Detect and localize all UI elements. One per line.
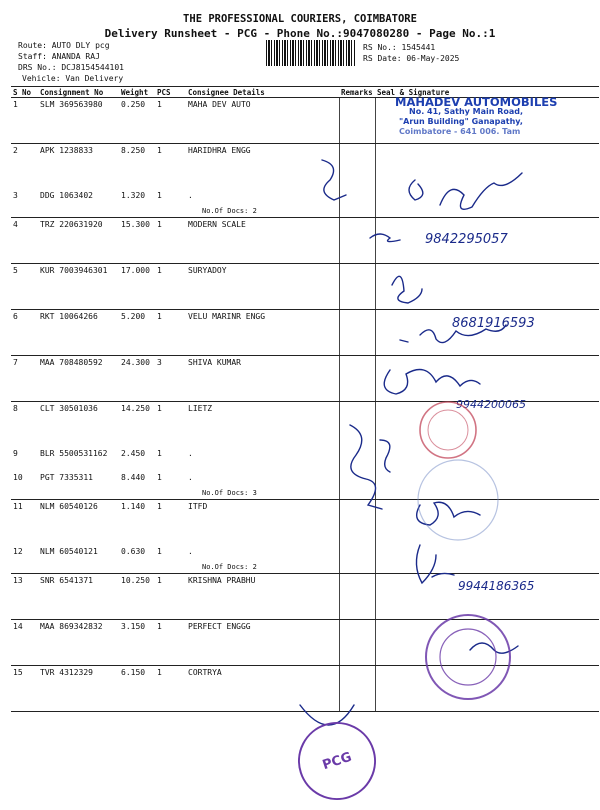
consignee-cell-text: SHIVA KUMAR (188, 358, 241, 367)
pcs-cell-text: 1 (157, 146, 162, 155)
signature-cell (375, 402, 599, 448)
sno-cell-text: 6 (13, 312, 18, 321)
sno-cell (11, 447, 38, 471)
rs-date: RS Date: 06-May-2025 (363, 54, 460, 63)
signature-cell (375, 189, 599, 218)
table-row (11, 620, 599, 666)
remarks-cell (339, 447, 375, 471)
weight-cell (119, 447, 155, 471)
consignment-cell-text: NLM 60540126 (40, 502, 98, 511)
consignee-cell (186, 189, 339, 218)
weight-cell (119, 356, 155, 402)
weight-cell-text: 3.150 (121, 622, 146, 631)
consignment-cell (38, 500, 119, 546)
sno-cell-text: 15 (13, 668, 23, 677)
signature-cell (375, 545, 599, 574)
consignment-cell-text: RKT 10064266 (40, 312, 98, 321)
pcs-cell-text: 1 (157, 473, 162, 482)
weight-cell (119, 620, 155, 666)
weight-cell-text: 10.250 (121, 576, 150, 585)
consignment-cell-text: DDG 1063402 (40, 191, 93, 200)
weight-cell (119, 189, 155, 218)
sno-cell-text: 9 (13, 449, 18, 458)
weight-cell-text: 5.200 (121, 312, 146, 321)
consignment-cell-text: APK 1238833 (40, 146, 93, 155)
consignment-cell (38, 218, 119, 264)
col-pcs: PCS (155, 87, 186, 98)
weight-cell (119, 500, 155, 546)
signature-cell (375, 471, 599, 500)
pcs-cell-text: 3 (157, 358, 162, 367)
consignee-cell-text: PERFECT ENGGG (188, 622, 251, 631)
remarks-cell (339, 356, 375, 402)
consignee-cell (186, 310, 339, 356)
sno-cell-text: 3 (13, 191, 18, 200)
pcs-cell-text: 1 (157, 191, 162, 200)
barcode (266, 40, 356, 66)
consignment-cell (38, 310, 119, 356)
signature-cell (375, 620, 599, 666)
handwritten-phone-row13: 9944186365 (458, 579, 535, 593)
weight-cell-text: 2.450 (121, 449, 146, 458)
table-row (11, 574, 599, 620)
signature-cell (375, 447, 599, 471)
pcs-cell-text: 1 (157, 576, 162, 585)
signature-cell (375, 218, 599, 264)
consignee-cell-text: . (188, 547, 193, 556)
sno-cell (11, 471, 38, 500)
consignment-cell-text: CLT 30501036 (40, 404, 98, 413)
sno-cell-text: 11 (13, 502, 23, 511)
runsheet-table (11, 86, 599, 712)
weight-cell-text: 0.630 (121, 547, 146, 556)
pcs-cell-text: 1 (157, 547, 162, 556)
signature-cell (375, 574, 599, 620)
signature-cell (375, 356, 599, 402)
sno-cell (11, 98, 38, 144)
drs-info: DRS No.: DCJ8154544101 (18, 63, 124, 72)
remarks-cell (339, 310, 375, 356)
consignment-cell (38, 356, 119, 402)
consignment-cell (38, 545, 119, 574)
weight-cell (119, 666, 155, 712)
sno-cell-text: 13 (13, 576, 23, 585)
consignee-cell (186, 98, 339, 144)
pcs-cell-text: 1 (157, 668, 162, 677)
runsheet-subtitle: Delivery Runsheet - PCG - Phone No.:9047080280 - Page No.:1 (104, 27, 496, 40)
pcs-cell-text: 1 (157, 312, 162, 321)
sno-cell-text: 1 (13, 100, 18, 109)
remarks-cell (339, 500, 375, 546)
weight-cell-text: 1.140 (121, 502, 146, 511)
consignment-cell (38, 98, 119, 144)
consignee-cell-text: . (188, 449, 193, 458)
sno-cell (11, 189, 38, 218)
pcs-cell (155, 310, 186, 356)
docs-count: No.Of Docs: 2 (202, 563, 257, 571)
remarks-cell (339, 545, 375, 574)
route-info: Route: AUTO DLY pcg (18, 41, 110, 50)
weight-cell-text: 0.250 (121, 100, 146, 109)
pcs-cell (155, 620, 186, 666)
consignee-cell (186, 447, 339, 471)
consignee-cell (186, 402, 339, 448)
weight-cell (119, 218, 155, 264)
consignee-cell-text: . (188, 191, 193, 200)
weight-cell (119, 402, 155, 448)
consignment-cell (38, 144, 119, 190)
remarks-cell (339, 574, 375, 620)
consignee-cell-text: LIETZ (188, 404, 213, 413)
consignee-cell (186, 264, 339, 310)
rs-number: RS No.: 1545441 (363, 43, 436, 52)
mahadev-stamp (395, 97, 565, 137)
consignee-cell-text: ITFD (188, 502, 208, 511)
sno-cell-text: 8 (13, 404, 18, 413)
vehicle-info: Vehicle: Van Delivery (22, 74, 124, 83)
signature-cell (375, 144, 599, 190)
consignee-cell-text: MODERN SCALE (188, 220, 246, 229)
stamp-line-2: No. 41, Sathy Main Road, (409, 107, 524, 116)
consignee-cell (186, 666, 339, 712)
consignment-cell (38, 620, 119, 666)
consignment-cell-text: MAA 708480592 (40, 358, 103, 367)
table-row (11, 189, 599, 218)
remarks-cell (339, 620, 375, 666)
sno-cell-text: 5 (13, 266, 18, 275)
handwritten-phone-row7: 9944200065 (456, 398, 526, 411)
sno-cell-text: 10 (13, 473, 23, 482)
remarks-cell (339, 402, 375, 448)
sno-cell-text: 12 (13, 547, 23, 556)
weight-cell-text: 14.250 (121, 404, 150, 413)
consignment-cell (38, 447, 119, 471)
stamp-line-3: "Arun Building" Ganapathy, (399, 117, 523, 126)
pcs-cell (155, 356, 186, 402)
consignee-cell-text: VELU MARINR ENGG (188, 312, 266, 321)
weight-cell (119, 545, 155, 574)
weight-cell-text: 1.320 (121, 191, 146, 200)
pcs-cell (155, 447, 186, 471)
stamp-line-1: MAHADEV AUTOMOBILES (395, 95, 558, 109)
consignee-cell (186, 471, 339, 500)
consignee-cell-text: MAHA DEV AUTO (188, 100, 251, 109)
pcs-cell-text: 1 (157, 100, 162, 109)
consignment-cell (38, 471, 119, 500)
pcs-cell (155, 471, 186, 500)
weight-cell (119, 471, 155, 500)
remarks-cell (339, 471, 375, 500)
col-signature: Seal & Signature (375, 87, 599, 98)
pcs-cell (155, 574, 186, 620)
sno-cell (11, 264, 38, 310)
consignment-cell (38, 402, 119, 448)
signature-cell (375, 666, 599, 712)
weight-cell-text: 17.000 (121, 266, 150, 275)
consignment-cell-text: SLM 369563980 (40, 100, 103, 109)
col-remarks: Remarks (339, 87, 375, 98)
remarks-cell (339, 264, 375, 310)
table-row (11, 310, 599, 356)
table-row (11, 666, 599, 712)
consignee-cell (186, 144, 339, 190)
consignment-cell-text: MAA 869342832 (40, 622, 103, 631)
consignee-cell (186, 620, 339, 666)
sno-cell-text: 2 (13, 146, 18, 155)
sno-cell-text: 7 (13, 358, 18, 367)
consignee-cell-text: HARIDHRA ENGG (188, 146, 251, 155)
remarks-cell (339, 218, 375, 264)
sno-cell (11, 144, 38, 190)
table-row (11, 545, 599, 574)
pcs-cell-text: 1 (157, 449, 162, 458)
weight-cell (119, 310, 155, 356)
signature-cell (375, 310, 599, 356)
table-row (11, 500, 599, 546)
sno-cell (11, 218, 38, 264)
sno-cell (11, 666, 38, 712)
stamp-line-4: Coimbatore - 641 006. Tam (399, 127, 521, 136)
consignee-cell (186, 356, 339, 402)
sno-cell (11, 402, 38, 448)
weight-cell-text: 8.250 (121, 146, 146, 155)
consignment-cell-text: SNR 6541371 (40, 576, 93, 585)
weight-cell-text: 6.150 (121, 668, 146, 677)
consignment-cell (38, 189, 119, 218)
pcg-stamp: PCG (288, 712, 386, 810)
sno-cell (11, 620, 38, 666)
table-row (11, 471, 599, 500)
col-sno: S No (11, 87, 38, 98)
col-consignment: Consignment No (38, 87, 119, 98)
pcs-cell-text: 1 (157, 220, 162, 229)
pcs-cell-text: 1 (157, 622, 162, 631)
consignee-cell (186, 574, 339, 620)
sno-cell-text: 4 (13, 220, 18, 229)
table-row (11, 356, 599, 402)
table-row (11, 218, 599, 264)
consignee-cell-text: . (188, 473, 193, 482)
docs-count: No.Of Docs: 3 (202, 489, 257, 497)
consignee-cell-text: SURYADOY (188, 266, 227, 275)
table-row (11, 402, 599, 448)
consignment-cell-text: BLR 5500531162 (40, 449, 108, 458)
consignee-cell (186, 500, 339, 546)
consignment-cell (38, 264, 119, 310)
consignment-cell-text: KUR 7003946301 (40, 266, 108, 275)
weight-cell-text: 15.300 (121, 220, 150, 229)
handwritten-phone-row6: 8681916593 (452, 316, 535, 331)
sno-cell (11, 356, 38, 402)
consignment-cell-text: TVR 4312329 (40, 668, 93, 677)
col-consignee: Consignee Details (186, 87, 339, 98)
pcs-cell (155, 218, 186, 264)
weight-cell (119, 574, 155, 620)
consignment-cell (38, 574, 119, 620)
pcs-cell-text: 1 (157, 404, 162, 413)
table-row (11, 447, 599, 471)
company-title: THE PROFESSIONAL COURIERS, COIMBATORE (183, 13, 417, 25)
weight-cell (119, 264, 155, 310)
consignee-cell-text: KRISHNA PRABHU (188, 576, 256, 585)
pcs-cell (155, 666, 186, 712)
consignment-cell (38, 666, 119, 712)
table-row (11, 264, 599, 310)
pcs-cell-text: 1 (157, 266, 162, 275)
signature-cell (375, 500, 599, 546)
weight-cell-text: 24.300 (121, 358, 150, 367)
handwritten-phone-row4: 9842295057 (425, 232, 508, 247)
weight-cell (119, 144, 155, 190)
remarks-cell (339, 666, 375, 712)
consignment-cell-text: PGT 7335311 (40, 473, 93, 482)
sno-cell (11, 545, 38, 574)
remarks-cell (339, 144, 375, 190)
signature-cell (375, 264, 599, 310)
staff-info: Staff: ANANDA RAJ (18, 52, 100, 61)
docs-count: No.Of Docs: 2 (202, 207, 257, 215)
consignee-cell-text: CORTRYA (188, 668, 222, 677)
pcs-cell-text: 1 (157, 502, 162, 511)
remarks-cell (339, 98, 375, 144)
consignment-cell-text: NLM 60540121 (40, 547, 98, 556)
pcs-cell (155, 264, 186, 310)
pcs-cell (155, 402, 186, 448)
sno-cell-text: 14 (13, 622, 23, 631)
pcs-cell (155, 98, 186, 144)
consignment-cell-text: TRZ 220631920 (40, 220, 103, 229)
consignee-cell (186, 218, 339, 264)
pcs-cell (155, 144, 186, 190)
weight-cell-text: 8.440 (121, 473, 146, 482)
sno-cell (11, 574, 38, 620)
sno-cell (11, 310, 38, 356)
pcs-cell (155, 189, 186, 218)
col-weight: Weight (119, 87, 155, 98)
sno-cell (11, 500, 38, 546)
pcs-cell (155, 500, 186, 546)
table-row (11, 144, 599, 190)
pcs-cell (155, 545, 186, 574)
remarks-cell (339, 189, 375, 218)
weight-cell (119, 98, 155, 144)
consignee-cell (186, 545, 339, 574)
